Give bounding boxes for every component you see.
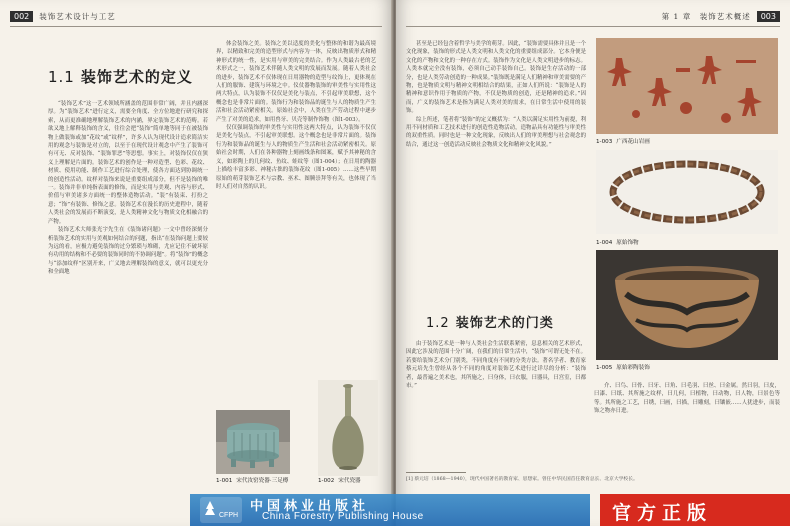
section-title-1-1 <box>48 66 193 87</box>
right-column-1-lower <box>406 340 586 450</box>
caption-number: 1-005 <box>596 365 613 371</box>
paragraph: 仅仅强调装饰的审美性与实用性这两大特点，认为装饰不仅仅是美化与装点，不引起审美联想。这个概念也是非常片面的。装饰行为和装饰品的诞生与人的物质生产生活和社会活动紧密相关。原始社会时期，人们在各种器物上刻画线条和图案，赋予其神秘的含义，如彩陶上的几何纹、鱼纹、蛙纹等（图1-004）；在日用的陶器上描绘丰富多彩、神秘古拙的装饰花纹（图1-005）……这些早期原始的萌芽装饰艺术与宗教、巫术、图腾崇拜等有关，也体现了当时人们对自然的认识。 <box>216 125 376 190</box>
section-number: 1.2 <box>426 316 450 331</box>
figure-pottery-bowl <box>596 250 778 360</box>
figure-caption-1-001 <box>216 476 288 484</box>
left-page-number: 002 <box>10 11 33 22</box>
paragraph: “装饰艺术”这一艺术领域所涵盖的范围非常广阔，并且内涵深厚。为“装饰艺术”进行定义，需要全角度、全方位地进行研究和探索，从而更准确地理解装饰艺术的内涵，界定装饰艺术的范畴。若欲又地上解释装饰的含义，往往会把“装饰”简单地等同于在被装饰物上做装饰或加“花纹”或“纹样”，许多人认为现代设计追求简洁实用的观念与装饰是对立的，以至于在现代设计观念中产生了装饰可有可无、反对装饰、“装饰罪恶”等思想。事实上，对装饰仅仅在狭义上理解是片面的。装饰艺术的创作是一种对造型、色彩、花纹、材质、使用功能、制作工艺进行综合处理，使各方面达到协调统一的创造性活动。纹样对装饰来说是重要组成部分，但不是装饰的唯一。装饰并非单纯指表面的修饰，而是实用与美观、内容与形式、价值与审美诸多方面统一的整体造物活动。“装”有装束、打扮之意；“饰”有装饰、修饰之意。装饰艺术在漫长的历史进程中，随着人类社会的发展而不断演变，是人类精神文化与物质文化相融合的产物。 <box>48 101 208 225</box>
paragraph: 体会装饰之美。装饰之美以适度的美化与整体的和谐为最高境界，以精致和完美的造型形式与内容为一体，反映出物质形式和精神形式的统一性，是实用与审美的完美结合。作为人类最古老的艺术形式之一，装饰艺术伴随人类文明的发展而发展。随着人类社会的进步，装饰艺术不仅体现在日用器物的造型与纹饰上，更体现在人们的服饰、建筑与环境之中。仪仗器物装饰的审美性与实用性这两大特点，认为装饰不仅仅是美化与装点，不引起审美联想，这个概念也是非常片面的。装饰行为和装饰品的诞生与人的物质生产生活和社会活动紧密相关。原始社会中，人类在生产劳动过程中逐步产生了对美的追求，如用兽牙、贝壳等制作饰物（图1-003）。 <box>216 41 376 123</box>
figure-caption-1-003 <box>596 137 650 145</box>
figure-rock-painting <box>596 38 778 134</box>
caption-text: 原始彩陶装饰 <box>616 365 650 371</box>
right-column-2-lower <box>594 382 780 442</box>
section-number: 1.1 <box>48 68 75 86</box>
official-label: 官方正版 <box>612 502 713 524</box>
caption-text: 宋代汝窑瓷器·三足樽 <box>236 478 289 484</box>
figure-caption-1-005 <box>596 363 650 371</box>
paragraph: 由于装饰艺术是一种与人类社会生活联系紧密，息息相关的艺术形式，因此它涉及的范围十分广阔，在我们的日常生活中，“装饰”可谓无处不在。若要给装饰艺术分门别类，不同角度有不同的分类方法。著名学者、教育家蔡元培先生曾经从各个不同的角度对装饰艺术进行过详尽的分析：“装饰者，最普遍之美术也，其所施之，曰身体，曰衣服，曰器具，曰宫室，曰都市。” <box>406 341 586 390</box>
paragraph: 甚至是已经包含着哲学与美学的萌芽。因此，“装饰需要具体并且是一个文化现象，装饰的形式是人类文明和人类文化的重要组成部分。它本身便是文化的产物和文化的一种存在方式。装饰作为文化是人类文明进步的标志。人类本就完全没有装饰，必须自己动手装饰自己。装饰是生存活动的一部分，也是人类劳动创造的一种成果。”装饰既是满足人们精神和审美需要的产物，也是物质文明与精神文明相结合的结果，正如人们所说：“装饰是人的精神和意识作用于物质的产物，不仅是物质的创造，还是精神的追求。”因而，广义的装饰艺术是指为满足人类对美的需求，在日常生活中使用的装饰。 <box>406 41 586 115</box>
right-column-1 <box>406 40 586 276</box>
right-page-number: 003 <box>757 11 780 22</box>
paragraph: 综上所述，笔者将“装饰”的定义概括为：“人类以满足实用性为前提，利用不同材质和工艺技术进行的创造性造物活动，造物品具有功能性与审美性的双重性质。同时也是一种文化现象，反映出人们的审美理想与社会观念的结合，通过这一创造活动反映社会物质文化和精神文化风貌。” <box>406 116 586 148</box>
left-running-head: 装饰艺术设计与工艺 <box>39 11 116 21</box>
caption-number: 1-002 <box>318 478 335 484</box>
figure-vase <box>318 380 378 476</box>
figure-celadon-tripod <box>216 410 290 474</box>
caption-text: 广西花山岩画 <box>616 139 650 145</box>
caption-text: 原始饰物 <box>616 240 639 246</box>
left-header-rule <box>10 26 382 27</box>
left-page <box>0 0 393 526</box>
figure-caption-1-004 <box>596 238 639 246</box>
right-running-head: 第 1 章 装饰艺术概述 <box>661 11 751 21</box>
figure-caption-1-002 <box>318 476 361 484</box>
caption-number: 1-003 <box>596 139 613 145</box>
caption-number: 1-001 <box>216 478 233 484</box>
left-column-2 <box>216 40 376 432</box>
paragraph: 装饰艺术大师张光宇先生在《装饰诸问题》一文中曾经深刻分析装饰艺术的实用与美观如何结合的问题，指出“在装饰问题上要较为远的看，应极力避免装饰的过分繁琐与堆砌，尤应记住不破坏原有功用的结构和不必要的装饰同时的不协调问题”。将“装饰”的概念与“添加纹样”区别开来，广义地去理解装饰的意义，就可以更充分和全面地 <box>48 227 208 276</box>
right-page <box>396 0 790 526</box>
footnote-rule <box>406 472 466 473</box>
caption-text: 宋代瓷器 <box>338 478 361 484</box>
right-header-rule <box>406 26 780 27</box>
left-running-header <box>10 8 116 24</box>
publisher-name-cn: 中国林业出版社 <box>250 499 370 514</box>
section-title-text: 装饰艺术的定义 <box>80 68 193 86</box>
paragraph: 介、曰鸟、曰骨、曰牙、曰角、曰毛羽、曰丝、曰金属。然曰羽，曰皮，曰漆、曰纸、其所施之纹样，曰几何，曰植物，曰动物，曰人物，曰景色等等。其所施之工艺，曰绣，曰画，曰描，曰雕刻，曰镶嵌……人犹进步，而装饰之物亦日进。 <box>594 383 780 415</box>
section-title-text: 装饰艺术的门类 <box>455 316 554 331</box>
figure-bead-necklace <box>596 150 778 234</box>
footnote: [1] 蔡元培（1868—1940），现代中国著名的教育家、思想家。曾任中华民国首任教育总长、北京大学校长。 <box>406 477 638 482</box>
section-title-1-2 <box>426 312 554 331</box>
left-column-1 <box>48 100 208 450</box>
right-running-header <box>662 8 780 24</box>
publisher-logo-icon <box>200 497 242 523</box>
caption-number: 1-004 <box>596 240 613 246</box>
publisher-name-en: China Forestry Publishing House <box>262 511 424 522</box>
logo-text: CFPH <box>219 512 239 519</box>
